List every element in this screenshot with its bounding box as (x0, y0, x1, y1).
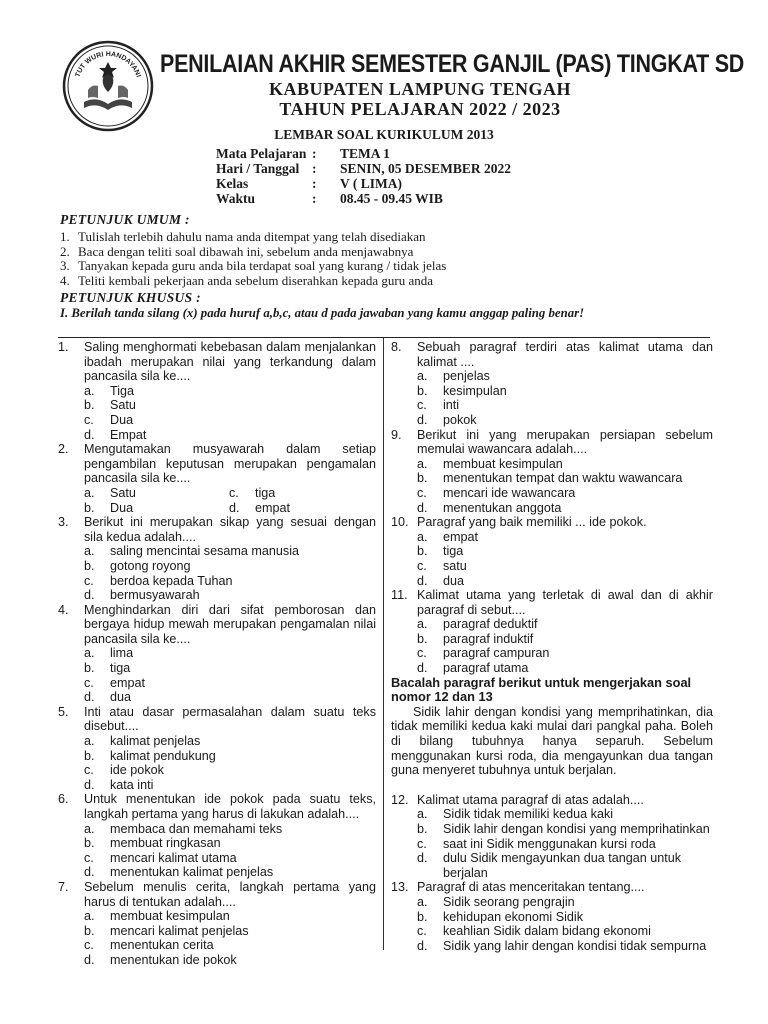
question-item (391, 588, 713, 676)
option-text: tiga (110, 661, 131, 676)
answer-options (84, 544, 376, 602)
option-text: empat (443, 529, 479, 544)
option-letter: d. (229, 500, 240, 515)
question-number: 5. (58, 704, 69, 719)
academic-year: TAHUN PELAJARAN 2022 / 2023 (279, 99, 561, 119)
info-key: Mata Pelajaran (216, 146, 307, 161)
info-key: Hari / Tanggal (216, 161, 300, 176)
option-text: kesimpulan (443, 383, 507, 398)
option-letter: b. (417, 822, 428, 836)
option-text: berdoa kepada Tuhan (110, 573, 233, 588)
option-letter: c. (84, 763, 94, 778)
instruction-item (60, 274, 710, 289)
logo-text: TUT WURI HANDAYANI (74, 50, 142, 79)
option-letter: c. (84, 675, 94, 690)
answer-option (84, 763, 376, 778)
question-text: Saling menghormati kebebasan dalam menjalankan ibadah merupakan nilai yang terkandung dalam pancasila sila ke.... (84, 340, 376, 384)
option-letter: d. (84, 690, 95, 705)
option-letter: b. (84, 661, 95, 676)
answer-option (417, 384, 713, 399)
instruction-text: Teliti kembali pekerjaan anda sebelum diserahkan kepada guru anda (78, 272, 433, 288)
question-number: 2. (58, 442, 69, 457)
answer-option (84, 778, 376, 793)
option-pair (84, 486, 376, 501)
answer-options (84, 734, 376, 792)
answer-option (84, 559, 376, 574)
answer-options (417, 530, 713, 588)
question-text: Inti atau dasar permasalahan dalam suatu teks disebut.... (84, 704, 376, 734)
answer-option (417, 661, 713, 676)
answer-option (417, 851, 713, 880)
option-text: membuat kesimpulan (443, 456, 563, 471)
question-item (391, 428, 713, 516)
question-stem (58, 515, 376, 544)
answer-option (84, 646, 376, 661)
option-text: satu (443, 558, 467, 573)
answer-options (417, 457, 713, 515)
special-instruction: I. Berilah tanda silang (x) pada huruf a,b,c, atau d pada jawaban yang kamu anggap paling benar! (60, 306, 585, 320)
answer-option (84, 734, 376, 749)
option-text: tiga (443, 544, 464, 559)
answer-option (84, 690, 376, 705)
option-text: Dua (110, 412, 134, 427)
option-letter: b. (417, 909, 428, 924)
info-class (216, 176, 511, 191)
question-item (58, 705, 376, 793)
question-stem (58, 603, 376, 647)
exam-info (216, 146, 511, 206)
answer-option (84, 953, 376, 968)
option-text: inti (443, 398, 460, 413)
instruction-number: 2. (60, 243, 70, 259)
option-letter: c. (417, 485, 427, 500)
option-letter: a. (417, 456, 428, 471)
option-text: penjelas (443, 369, 490, 384)
option-letter: d. (417, 851, 428, 866)
option-text: mencari kalimat penjelas (110, 923, 249, 938)
question-item (58, 603, 376, 705)
option-text: menentukan anggota (443, 500, 562, 515)
option-text: saat ini Sidik menggunakan kursi roda (443, 836, 656, 851)
question-stem (391, 515, 713, 530)
option-text: Sidik seorang pengrajin (443, 894, 575, 909)
questions-12-13 (391, 793, 713, 954)
option-letter: d. (84, 427, 95, 442)
answer-option (84, 574, 376, 589)
info-value: TEMA 1 (340, 146, 390, 161)
answer-option (417, 457, 713, 472)
question-number: 1. (58, 340, 69, 354)
question-number: 3. (58, 515, 69, 530)
instruction-text: Baca dengan teliti soal dibawah ini, sebelum anda menjawabnya (78, 243, 414, 259)
option-text: paragraf induktif (443, 631, 534, 646)
questions-8-11 (391, 340, 713, 676)
answer-option (229, 501, 374, 516)
answer-option (84, 851, 376, 866)
answer-option (84, 486, 229, 501)
info-date (216, 161, 511, 176)
question-text: Mengutamakan musyawarah dalam setiap pengambilan keputusan merupakan pengamalan pancasila sila ke.... (84, 442, 376, 486)
option-letter: c. (417, 646, 427, 661)
option-text: dulu Sidik mengayunkan dua tangan untuk berjalan (443, 851, 682, 880)
option-letter: b. (84, 398, 95, 413)
info-key: Kelas (216, 176, 249, 191)
question-number: 9. (391, 427, 402, 442)
option-letter: a. (84, 821, 95, 836)
column-divider (383, 338, 384, 950)
answer-options (417, 617, 713, 675)
answer-option (417, 939, 713, 954)
option-letter: a. (84, 383, 95, 398)
option-text: Satu (110, 485, 136, 500)
option-letter: b. (84, 500, 95, 515)
question-number: 6. (58, 792, 69, 807)
instruction-item (60, 230, 710, 245)
answer-option (417, 530, 713, 545)
option-text: empat (110, 675, 146, 690)
option-text: menentukan kalimat penjelas (110, 865, 274, 880)
answer-option (417, 574, 713, 589)
instruction-text: Tanyakan kepada guru anda bila terdapat soal yang kurang / tidak jelas (78, 258, 447, 273)
info-time (216, 191, 511, 206)
option-letter: b. (417, 383, 428, 398)
answer-option (417, 413, 713, 428)
option-text: Sidik tidak memiliki kedua kaki (443, 807, 614, 822)
info-key: Waktu (216, 191, 256, 206)
option-letter: b. (417, 631, 428, 646)
answer-option (417, 910, 713, 925)
answer-option (417, 544, 713, 559)
option-text: tiga (255, 485, 276, 500)
answer-options (417, 369, 713, 427)
option-text: menentukan ide pokok (110, 952, 237, 967)
option-letter: d. (417, 412, 428, 427)
answer-option (417, 486, 713, 501)
question-stem (58, 340, 376, 384)
answer-option (84, 501, 229, 516)
answer-options (84, 822, 376, 880)
question-item (391, 515, 713, 588)
option-letter: c. (84, 850, 94, 865)
option-letter: c. (84, 938, 94, 953)
option-letter: a. (84, 485, 95, 500)
option-text: Sidik yang lahir dengan kondisi tidak sempurna (443, 938, 707, 953)
question-text: Menghindarkan diri dari sifat pemborosan dan bergaya hidup mewah merupakan pengamalan nilai pancasila sila ke.... (84, 602, 376, 646)
option-letter: b. (84, 836, 95, 851)
option-letter: a. (417, 529, 428, 544)
passage-body: Sidik lahir dengan kondisi yang memprihatinkan, dia tidak memiliki kedua kaki mulai dari pangkal paha. Boleh di bilang tubuhnya hanya separuh. Sebelum menggunakan kursi roda, dia mengayunkan dua tangan guna menyeret tubuhnya untuk berjalan. (391, 704, 713, 778)
answer-option (417, 924, 713, 939)
instruction-item (60, 245, 710, 260)
question-stem (391, 340, 713, 369)
instruction-number: 1. (60, 229, 70, 244)
question-item (391, 880, 713, 953)
answer-options (84, 909, 376, 967)
answer-option (417, 895, 713, 910)
option-text: dua (110, 690, 132, 705)
option-text: mencari kalimat utama (110, 850, 237, 865)
question-number: 4. (58, 602, 69, 617)
option-letter: a. (417, 369, 428, 384)
option-letter: a. (417, 807, 428, 822)
option-text: empat (255, 500, 291, 515)
question-number: 11. (391, 588, 408, 603)
instructions (60, 210, 710, 321)
option-text: kalimat penjelas (110, 734, 201, 749)
question-text: Sebuah paragraf terdiri atas kalimat utama dan kalimat .... (417, 340, 713, 369)
option-letter: d. (84, 952, 95, 967)
instruction-item (60, 259, 710, 274)
answer-option (417, 369, 713, 384)
answer-option (417, 501, 713, 516)
answer-option (84, 924, 376, 939)
question-stem (391, 793, 713, 808)
instruction-number: 4. (60, 272, 70, 288)
info-subject (216, 146, 511, 161)
option-letter: b. (84, 558, 95, 573)
question-number: 8. (391, 340, 402, 354)
option-letter: b. (417, 471, 428, 486)
option-text: ide pokok (110, 763, 164, 778)
question-number: 13. (391, 880, 409, 895)
question-text: Berikut ini yang merupakan persiapan sebelum memulai wawancara adalah.... (417, 427, 713, 457)
question-stem (58, 705, 376, 734)
question-stem (58, 442, 376, 486)
answer-option (84, 661, 376, 676)
option-text: mencari ide wawancara (443, 485, 576, 500)
option-letter: c. (84, 412, 94, 427)
general-instructions-list (60, 230, 710, 288)
regency-name: KABUPATEN LAMPUNG TENGAH (268, 79, 571, 99)
general-instructions-heading: PETUNJUK UMUM : (60, 212, 190, 227)
instruction-number: 3. (60, 258, 70, 273)
option-letter: b. (84, 748, 95, 763)
option-letter: b. (417, 544, 428, 559)
sheet-title: LEMBAR SOAL KURIKULUM 2013 (274, 127, 494, 142)
option-text: kehidupan ekonomi Sidik (443, 909, 584, 924)
answer-option (229, 486, 374, 501)
option-text: Satu (110, 398, 136, 413)
passage-heading: Bacalah paragraf berikut untuk mengerjakan soal nomor 12 dan 13 (391, 674, 692, 705)
answer-option (417, 471, 713, 486)
question-text: Paragraf di atas menceritakan tentang.... (417, 880, 645, 895)
option-letter: d. (84, 588, 95, 603)
option-letter: a. (84, 646, 95, 661)
answer-option (417, 559, 713, 574)
question-stem (58, 792, 376, 821)
question-item (58, 340, 376, 442)
answer-options (84, 646, 376, 704)
option-letter: a. (84, 734, 95, 749)
option-letter: a. (417, 894, 428, 909)
answer-option (84, 749, 376, 764)
question-stem (391, 588, 713, 617)
tut-wuri-handayani-logo (62, 40, 154, 132)
answer-option (84, 909, 376, 924)
option-text: gotong royong (110, 558, 191, 573)
answer-option (417, 822, 713, 837)
answer-option (84, 836, 376, 851)
question-text: Untuk menentukan ide pokok pada suatu teks, langkah pertama yang harus di lakukan adalah.... (84, 792, 376, 821)
option-text: keahlian Sidik dalam bidang ekonomi (443, 924, 651, 939)
info-colon: : (312, 176, 317, 191)
option-letter: d. (417, 573, 428, 588)
answer-option (84, 398, 376, 413)
option-letter: d. (417, 938, 428, 953)
option-letter: c. (229, 485, 239, 500)
option-text: membaca dan memahami teks (110, 821, 283, 836)
option-text: dua (443, 573, 465, 588)
option-letter: b. (84, 923, 95, 938)
question-item (391, 793, 713, 881)
option-text: Sidik lahir dengan kondisi yang memprihatinkan (443, 822, 710, 836)
question-text: Sebelum menulis cerita, langkah pertama yang harus di tentukan adalah.... (84, 879, 376, 909)
info-value: 08.45 - 09.45 WIB (340, 191, 443, 206)
answer-option (84, 676, 376, 691)
section-rule (58, 337, 710, 338)
option-text: Dua (110, 500, 134, 515)
passage-text (391, 705, 713, 778)
answer-option (417, 646, 713, 661)
answer-option (84, 384, 376, 399)
answer-option (84, 428, 376, 443)
answer-option (84, 413, 376, 428)
answer-option (84, 865, 376, 880)
question-stem (58, 880, 376, 909)
answer-option (84, 938, 376, 953)
option-letter: a. (417, 617, 428, 632)
question-item (58, 880, 376, 968)
question-text: Berikut ini merupakan sikap yang sesuai dengan sila kedua adalah.... (84, 515, 376, 544)
question-number: 10. (391, 515, 409, 530)
answer-option (417, 807, 713, 822)
left-column (58, 340, 376, 968)
question-item (58, 442, 376, 515)
option-text: lima (110, 646, 134, 661)
option-text: paragraf utama (443, 661, 529, 676)
option-letter: c. (417, 924, 427, 939)
answer-option (417, 617, 713, 632)
option-text: saling mencintai sesama manusia (110, 544, 299, 559)
answer-options (84, 486, 376, 515)
instruction-text: Tulislah terlebih dahulu nama anda ditempat yang telah disediakan (78, 229, 426, 244)
option-text: membuat kesimpulan (110, 909, 230, 924)
info-value: SENIN, 05 DESEMBER 2022 (340, 161, 512, 176)
info-colon: : (312, 146, 317, 161)
answer-option (84, 544, 376, 559)
option-letter: d. (84, 777, 95, 792)
info-value: V ( LIMA) (340, 176, 402, 191)
option-text: membuat ringkasan (110, 836, 221, 851)
option-letter: c. (417, 558, 427, 573)
option-text: menentukan cerita (110, 938, 214, 953)
answer-option (417, 398, 713, 413)
exam-title: PENILAIAN AKHIR SEMESTER GANJIL (PAS) TINGKAT SD (160, 50, 745, 78)
option-letter: d. (417, 661, 428, 676)
option-letter: c. (84, 573, 94, 588)
answer-option (84, 588, 376, 603)
answer-options (417, 895, 713, 953)
question-text: Paragraf yang baik memiliki ... ide pokok. (417, 515, 647, 530)
question-number: 12. (391, 792, 409, 807)
question-number: 7. (58, 879, 69, 894)
info-colon: : (312, 161, 317, 176)
question-item (58, 792, 376, 880)
answer-option (417, 837, 713, 852)
option-letter: d. (417, 500, 428, 515)
answer-options (84, 384, 376, 442)
option-text: Tiga (110, 383, 135, 398)
option-text: paragraf campuran (443, 646, 550, 661)
option-text: pokok (443, 412, 477, 427)
question-stem (391, 428, 713, 457)
answer-option (417, 632, 713, 647)
question-item (58, 515, 376, 603)
option-text: kalimat pendukung (110, 748, 216, 763)
answer-options (417, 807, 713, 880)
option-text: bermusyawarah (110, 588, 200, 603)
option-text: menentukan tempat dan waktu wawancara (443, 471, 683, 486)
option-letter: a. (84, 544, 95, 559)
info-colon: : (312, 191, 317, 206)
option-letter: c. (417, 836, 427, 851)
answer-option (84, 822, 376, 837)
question-stem (391, 880, 713, 895)
option-letter: c. (417, 398, 427, 413)
special-instructions-heading: PETUNJUK KHUSUS : (60, 290, 201, 305)
option-letter: d. (84, 865, 95, 880)
option-text: Empat (110, 427, 147, 442)
question-text: Kalimat utama yang terletak di awal dan di akhir paragraf di sebut.... (417, 588, 713, 617)
right-column (391, 340, 713, 953)
option-pair (84, 501, 376, 516)
question-item (391, 340, 713, 428)
option-text: kata inti (110, 777, 154, 792)
option-text: paragraf deduktif (443, 617, 538, 632)
question-text: Kalimat utama paragraf di atas adalah.... (417, 792, 644, 807)
option-letter: a. (84, 909, 95, 924)
